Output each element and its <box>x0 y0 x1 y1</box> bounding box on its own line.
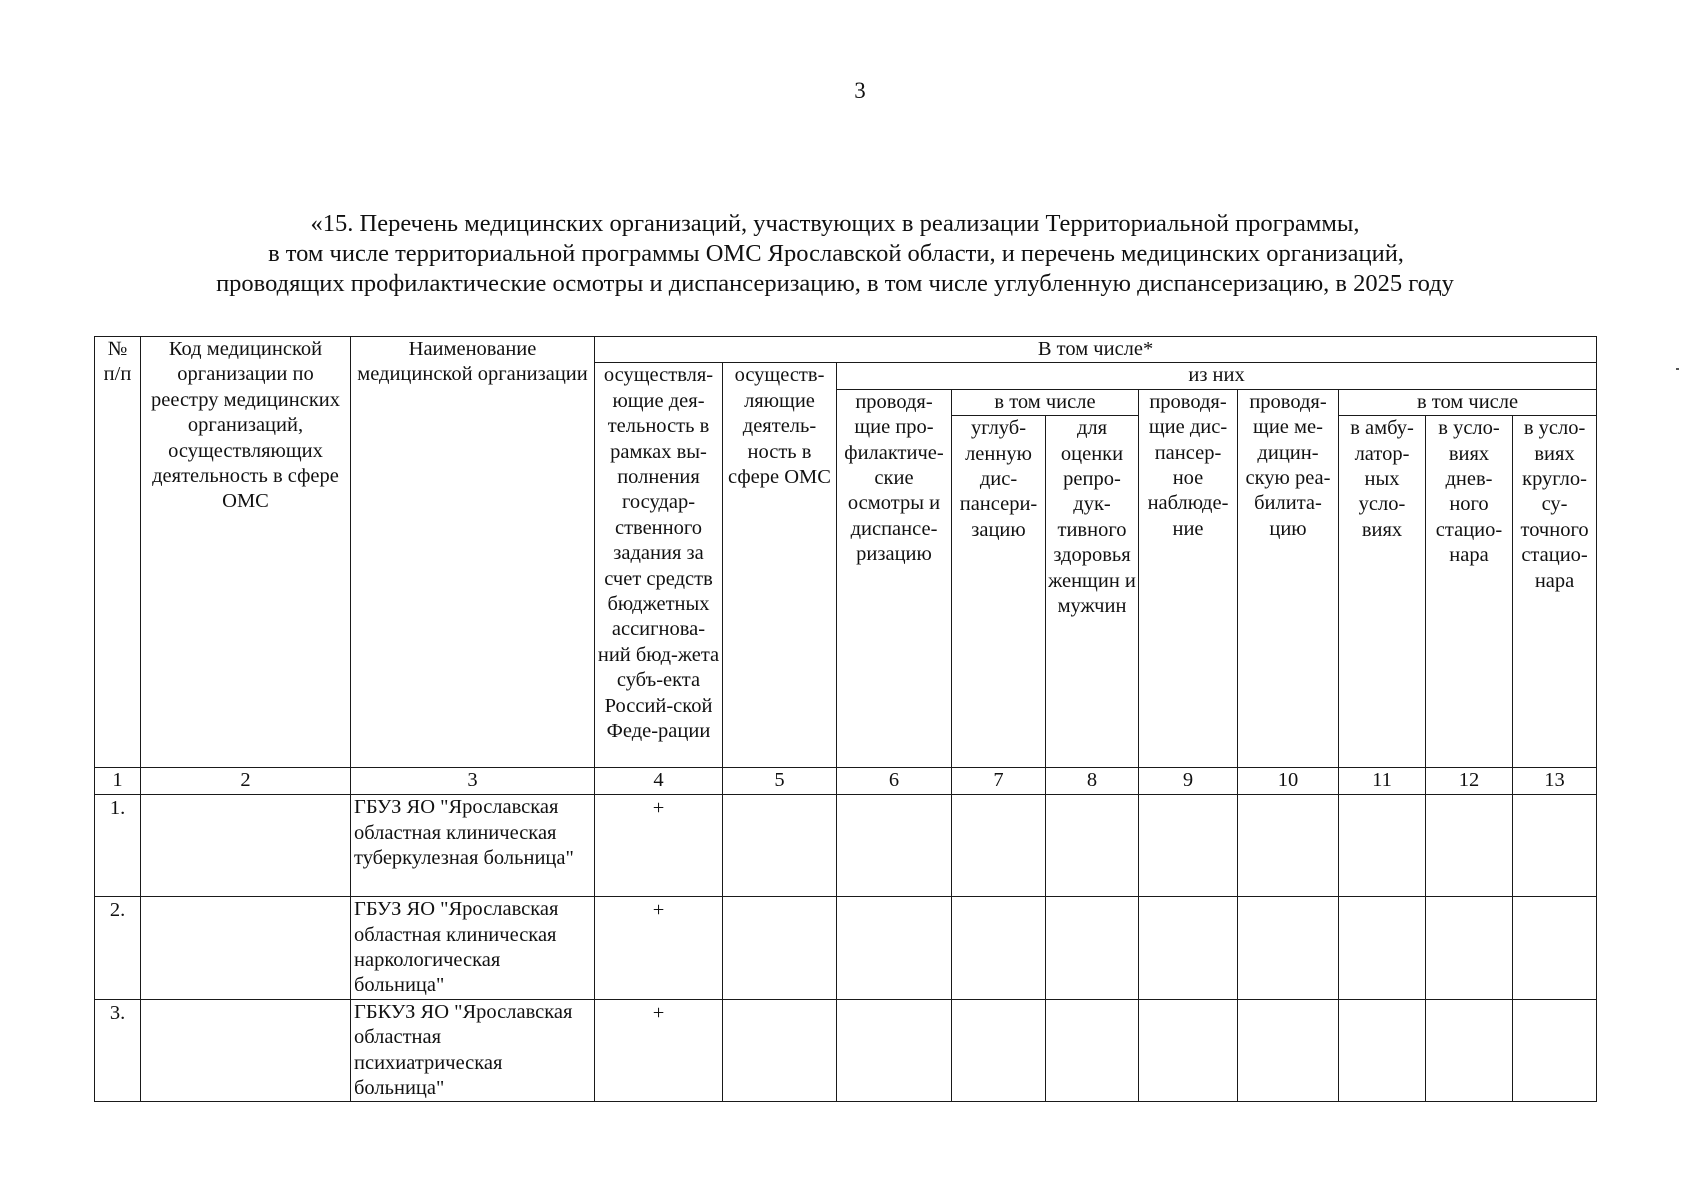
column-number: 5 <box>723 768 837 795</box>
row-cell <box>1513 795 1597 897</box>
title-line-3: проводящих профилактические осмотры и диспансеризацию, в том числе углубленную диспансеризацию, в 2025 году <box>216 270 1454 297</box>
row-cell <box>1426 795 1513 897</box>
column-number: 13 <box>1513 768 1597 795</box>
row-cell <box>1139 897 1238 1000</box>
row-cell <box>1426 999 1513 1102</box>
header-including-sub2: в том числе <box>1339 389 1597 415</box>
row-code <box>141 897 351 1000</box>
header-including: В том числе* <box>595 337 1597 363</box>
header-col5: осуществ-ляющие деятель-ность в сфере ОМС <box>723 363 837 768</box>
header-col8: для оценки репро-дук-тивного здоровья женщин и мужчин <box>1046 416 1139 768</box>
row-cell <box>837 999 952 1102</box>
header-col6: проводя-щие про-филактиче-ские осмотры и диспансе-ризацию <box>837 389 952 767</box>
row-organization-name: ГБКУЗ ЯО "Ярославская областная психиатрическая больница" <box>351 999 595 1102</box>
row-cell <box>952 897 1046 1000</box>
header-col12: в усло-виях днев-ного стацио-нара <box>1426 416 1513 768</box>
header-col10: проводя-щие ме-дицин-скую реа-билита-цию <box>1238 389 1339 767</box>
medical-organizations-table <box>94 336 1597 1102</box>
row-cell <box>723 897 837 1000</box>
table-row <box>95 795 1597 897</box>
row-cell <box>1339 795 1426 897</box>
row-cell <box>1426 897 1513 1000</box>
row-number: 1. <box>95 795 141 897</box>
header-of-them: из них <box>837 363 1597 389</box>
page-number: 3 <box>854 78 866 103</box>
row-cell <box>1139 999 1238 1102</box>
header-code: Код медицинской организации по реестру медицинских организаций, осуществляющих деятельность в сфере ОМС <box>141 337 351 768</box>
row-cell <box>1238 897 1339 1000</box>
row-cell <box>837 795 952 897</box>
column-number: 6 <box>837 768 952 795</box>
row-cell <box>952 999 1046 1102</box>
scan-speck <box>1676 368 1679 370</box>
title-line-2: в том числе территориальной программы ОМС Ярославской области, и перечень медицинских организаций, <box>268 240 1404 267</box>
row-cell <box>1339 999 1426 1102</box>
row-cell <box>1513 999 1597 1102</box>
header-row-1 <box>95 337 1597 363</box>
row-cell <box>1339 897 1426 1000</box>
row-col4-mark: + <box>595 897 723 1000</box>
row-col4-mark: + <box>595 795 723 897</box>
column-number: 8 <box>1046 768 1139 795</box>
row-cell <box>723 999 837 1102</box>
table-row <box>95 897 1597 1000</box>
header-col7: углуб-ленную дис-пансери-зацию <box>952 416 1046 768</box>
row-organization-name: ГБУЗ ЯО "Ярославская областная клиническая туберкулезная больница" <box>351 795 595 897</box>
column-number: 9 <box>1139 768 1238 795</box>
column-number: 7 <box>952 768 1046 795</box>
header-including-sub1: в том числе <box>952 389 1139 415</box>
row-cell <box>837 897 952 1000</box>
document-title <box>95 209 1575 299</box>
column-number: 4 <box>595 768 723 795</box>
header-col4: осуществля-ющие дея-тельность в рамках вы-полнения государ-ственного задания за счет средств бюджетных ассигнова-ний бюд-жета субъ-екта Россий-ской Феде-рации <box>595 363 723 768</box>
table-row <box>95 999 1597 1102</box>
column-number: 3 <box>351 768 595 795</box>
column-number: 11 <box>1339 768 1426 795</box>
column-number: 10 <box>1238 768 1339 795</box>
header-col11: в амбу-латор-ных усло-виях <box>1339 416 1426 768</box>
header-col9: проводя-щие дис-пансер-ное наблюде-ние <box>1139 389 1238 767</box>
row-col4-mark: + <box>595 999 723 1102</box>
row-cell <box>1046 795 1139 897</box>
row-cell <box>952 795 1046 897</box>
header-num: № п/п <box>95 337 141 768</box>
row-organization-name: ГБУЗ ЯО "Ярославская областная клиническая наркологическая больница" <box>351 897 595 1000</box>
header-col13: в усло-виях кругло-су-точного стацио-нара <box>1513 416 1597 768</box>
row-cell <box>1046 999 1139 1102</box>
row-cell <box>723 795 837 897</box>
row-cell <box>1238 795 1339 897</box>
row-cell <box>1513 897 1597 1000</box>
row-cell <box>1238 999 1339 1102</box>
row-cell <box>1046 897 1139 1000</box>
header-name: Наименование медицинской организации <box>351 337 595 768</box>
row-code <box>141 999 351 1102</box>
row-code <box>141 795 351 897</box>
column-number: 1 <box>95 768 141 795</box>
title-line-1: «15. Перечень медицинских организаций, участвующих в реализации Территориальной программы, <box>310 210 1360 237</box>
row-number: 3. <box>95 999 141 1102</box>
row-number: 2. <box>95 897 141 1000</box>
column-number-row <box>95 768 1597 795</box>
row-cell <box>1139 795 1238 897</box>
column-number: 2 <box>141 768 351 795</box>
column-number: 12 <box>1426 768 1513 795</box>
